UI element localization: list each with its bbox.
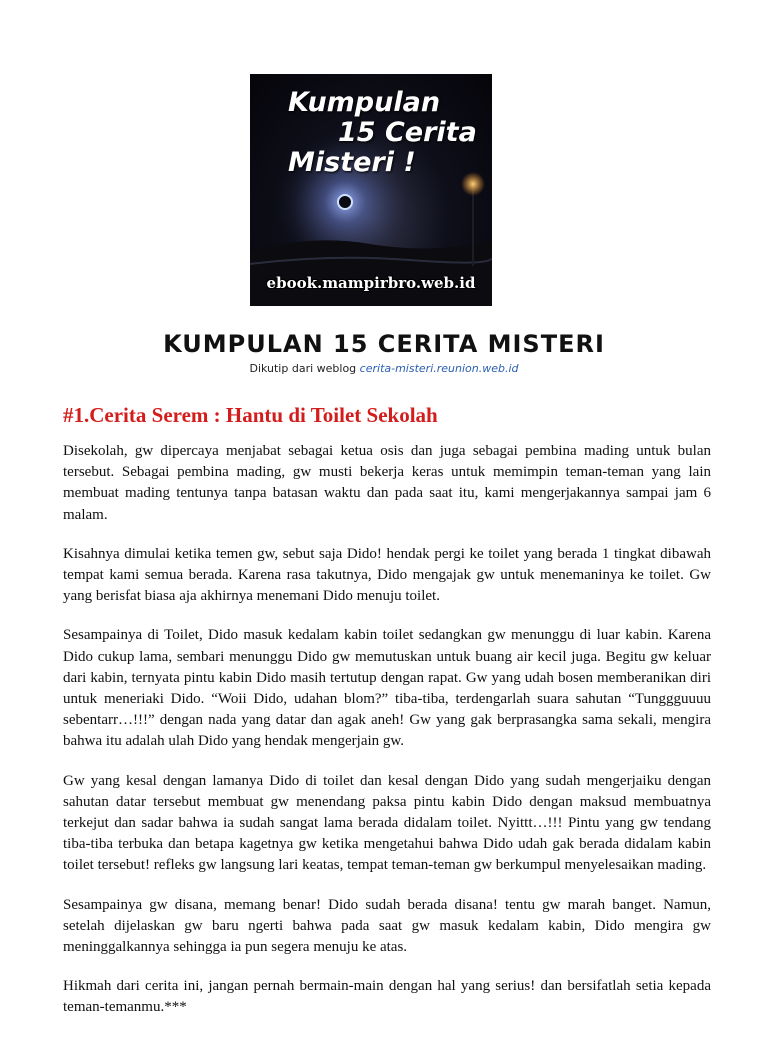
paragraph: Sesampainya di Toilet, Dido masuk kedalam kabin toilet sedangkan gw menunggu di luar kabin. Karena Dido cukup lama, sembari menunggu Dido gw memutuskan untuk buang air kecil juga. Begitu gw keluar dari kabin, ternyata pintu kabin Dido masih tertutup dengan rapat. Gw yang udah bosen memberanikan diri untuk meneriaki Dido. “Woii Dido, udahan blom?” tiba-tiba, terdengarlah suara sahutan “Tunggguuuu sebentarr…!!!” dengan nada yang datar dan agak aneh! Gw yang gak berprasangka sama sekali, mengira bahwa itu adalah ulah Dido yang hendak mengerjain gw. [63,627,711,750]
story-body [63,441,711,1037]
paragraph: Gw yang kesal dengan lamanya Dido di toilet dan kesal dengan Dido yang sudah mengerjaiku dengan sahutan datar tersebut membuat gw menendang paksa pintu kabin Dido dengan maksud membuatnya terkejut dan sadar bahwa ia sudah sangat lama berada didalam toilet. Nyittt…!!! Pintu yang gw tendang tiba-tiba terbuka dan betapa kagetnya gw ketika mengetahui bahwa Dido udah gak berada didalam kabin toilet tersebut! refleks gw langsung lari keatas, tempat teman-teman gw berkumpul menyelesaikan mading. [63,772,711,874]
story-title: #1.Cerita Serem : Hantu di Toilet Sekolah [63,403,438,427]
page-title: KUMPULAN 15 CERITA MISTERI [163,330,605,358]
paragraph: Sesampainya gw disana, memang benar! Dido sudah berada disana! tentu gw marah banget. Namun, setelah dijelaskan gw baru ngerti bahwa pada saat gw masuk kedalam kabin, Dido mengira gw meninggalkannya sehingga ia pun segera menuju ke atas. [63,896,711,956]
cover-title [288,88,488,178]
source-link[interactable]: cerita-misteri.reunion.web.id [359,362,519,375]
source-line [0,362,768,375]
cover-title-line-3: Misteri ! [288,147,416,178]
paragraph: Hikmah dari cerita ini, jangan pernah bermain-main dengan hal yang serius! dan bersifatlah setia kepada teman-temanmu.*** [63,978,711,1016]
source-prefix: Dikutip dari weblog [249,362,357,375]
cover-image [250,74,492,306]
paragraph: Disekolah, gw dipercaya menjabat sebagai ketua osis dan juga sebagai pembina mading untuk bulan tersebut. Sebagai pembina mading, gw musti bekerja keras untuk memimpin teman-teman yang lain membuat mading tentunya tanpa batasan waktu dan pada saat itu, kami mengerjakannya sampai jam 6 malam. [63,443,711,523]
cover-title-line-2: 15 Cerita [338,117,477,148]
paragraph: Kisahnya dimulai ketika temen gw, sebut saja Dido! hendak pergi ke toilet yang berada 1 tingkat dibawah tempat kami semua berada. Karena rasa takutnya, Dido mengajak gw untuk menemaninya ke toilet. Gw yang berisfat biasa aja akhirnya menemani Dido menuju toilet. [63,545,711,605]
cover-url: ebook.mampirbro.web.id [266,274,476,292]
cover-title-line-1: Kumpulan [288,87,441,118]
